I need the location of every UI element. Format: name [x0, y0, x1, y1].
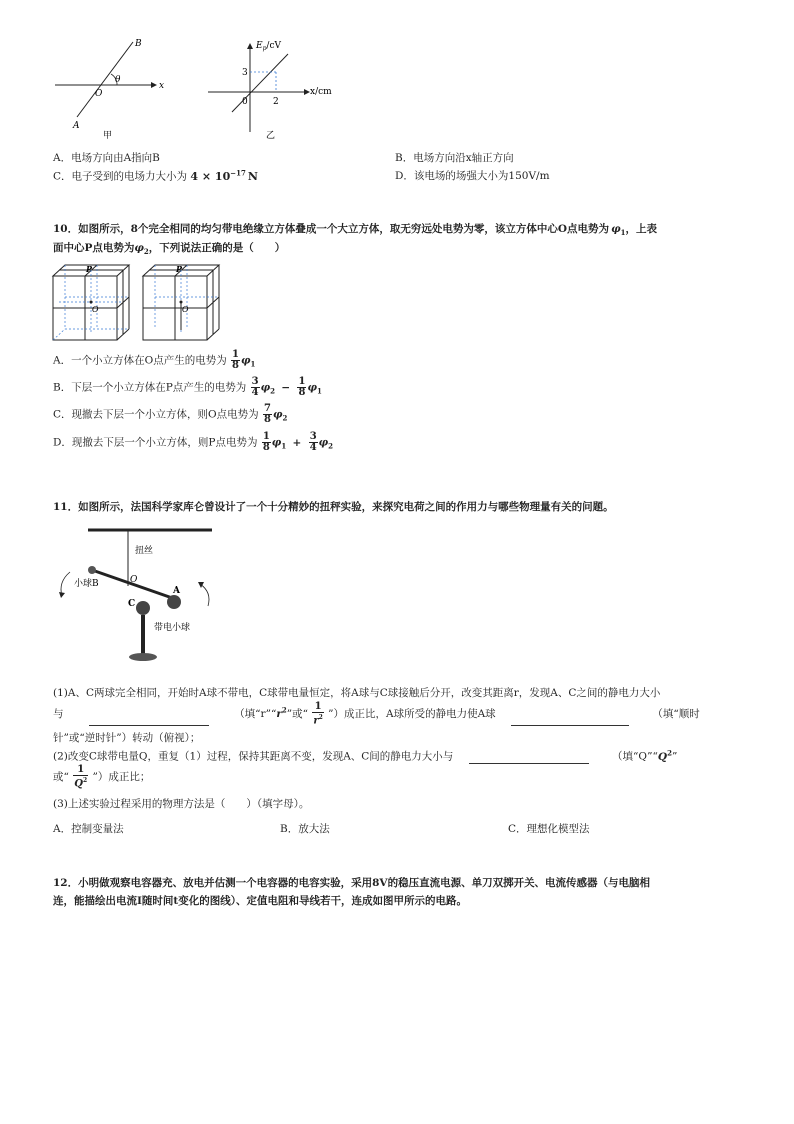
- cube-left-label-P: P: [86, 264, 93, 274]
- q11-option-c[interactable]: C．理想化模型法: [508, 823, 590, 835]
- cube-left: [53, 264, 129, 340]
- q11-torsion-figure: [40, 520, 230, 670]
- label-charged-ball: 带电小球: [154, 623, 191, 633]
- frac-1-Q2: $\frac{1}{Q^2}$: [74, 764, 88, 790]
- q9-option-c-value: $4 \times 10^{-17}$ N: [190, 168, 258, 183]
- q12-stem-line2: 连，能描绘出电流I随时间t变化的图线）、定值电阻和导线若干，连成如图甲所示的电路。: [53, 895, 468, 907]
- q9-option-b[interactable]: B．电场方向沿x轴正方向: [395, 152, 514, 164]
- q11-blank-1[interactable]: [89, 725, 209, 726]
- frac-1-r2: $\frac{1}{r^2}$: [313, 701, 323, 727]
- ball-A: [167, 595, 181, 609]
- q9-option-a[interactable]: A．电场方向由A指向B: [53, 152, 160, 164]
- frac-7-8: $\frac{7}{8}$: [264, 403, 271, 425]
- label-niusi: 扭丝: [135, 546, 154, 556]
- cube-right-label-O: O: [182, 305, 189, 314]
- q11-part2-line1: (2)改变C球带电量Q，重复（1）过程，保持其距离不变，发现A、C间的静电力大小与 （填“$Q”“Q^2$”: [53, 748, 678, 763]
- q11-part2-line2: 或“ $\frac{1}{Q^2}$ ”）成正比；: [53, 764, 151, 790]
- ball-B: [88, 566, 96, 574]
- q10-option-d[interactable]: D．现撤去下层一个小立方体，则P点电势为 $\frac{1}{8}$ $\varphi_1$ + $\frac{3}{4}$ $\varphi_2$: [53, 431, 334, 453]
- frac-3-4: $\frac{3}{4}$: [309, 431, 317, 453]
- q9-option-d[interactable]: D．该电场的场强大小为150V/m: [395, 170, 550, 182]
- tick-2: 2: [273, 97, 279, 107]
- q12-stem-line1: 12．小明做观察电容器充、放电并估测一个电容器的电容实验，采用8V的稳压直流电源、单刀双掷开关、电流传感器（与电脑相: [53, 877, 651, 889]
- axis-y-label: $E_p/cV$: [256, 41, 281, 52]
- rotate-arrow-left: [61, 572, 70, 596]
- label-x: x: [159, 81, 165, 91]
- q9-option-c-text: C．电子受到的电场力大小为: [53, 170, 188, 183]
- q11-part3: (3)上述实验过程采用的物理方法是（ ）（填字母）。: [53, 798, 310, 810]
- q10-option-c[interactable]: C．现撤去下层一个小立方体，则O点电势为 $\frac{7}{8}$ $\varphi_2$: [53, 403, 288, 425]
- q10-option-a[interactable]: A．一个小立方体在O点产生的电势为 $\frac{1}{8}$ $\varphi_1$: [53, 349, 256, 371]
- caption-yi: 乙: [266, 131, 276, 141]
- cube-left-label-O: O: [92, 305, 99, 314]
- frac-1-8: $\frac{1}{8}$: [262, 431, 270, 453]
- cube-right: [143, 264, 219, 340]
- data-line: [232, 54, 288, 112]
- label-A: A: [73, 121, 80, 131]
- q10-option-b[interactable]: B．下层一个小立方体在P点产生的电势为 $\frac{3}{4}$ $\varphi_2$ − $\frac{1}{8}$ $\varphi_1$: [53, 376, 322, 398]
- figure-jia: [45, 32, 175, 142]
- frac-3-4: $\frac{3}{4}$: [251, 376, 259, 398]
- q11-part1-line1: (1)A、C两球完全相同，开始时A球不带电，C球带电量恒定，将A球与C球接触后分开，改变其距离r，发现A、C之间的静电力大小: [53, 687, 661, 699]
- q9-option-c[interactable]: [53, 168, 258, 184]
- tick-3: 3: [242, 68, 248, 78]
- q11-option-a[interactable]: A．控制变量法: [53, 823, 124, 835]
- x-axis-arrow: [151, 82, 157, 88]
- q11-part1-line2: 与 （填“$r”“r^2$”或“ $\frac{1}{r^2}$ ”）成正比，A球所受的静电力使A球 （填“顺时: [53, 701, 700, 727]
- stand-base: [129, 653, 157, 661]
- q11-part1-line3: 针”或“逆时针”）转动（俯视）；: [53, 732, 201, 744]
- q10-stem-line1: 10．如图所示，8个完全相同的均匀带电绝缘立方体叠成一个大立方体，取无穷远处电势为零，该立方体中心O点电势为 $\varphi_1$，上表: [53, 223, 657, 238]
- q11-blank-3[interactable]: [469, 763, 589, 764]
- label-C: C: [128, 599, 136, 609]
- label-B: B: [135, 39, 142, 49]
- axis-x-label: x/cm: [310, 87, 332, 97]
- figure-yi: [200, 32, 340, 144]
- label-ball-B: 小球B: [74, 579, 99, 589]
- q10-stem-line2: 面中心P点电势为$\varphi_2$，下列说法正确的是（ ）: [53, 242, 286, 257]
- frac-1-8: $\frac{1}{8}$: [232, 349, 240, 371]
- label-O: O: [130, 575, 138, 585]
- q11-blank-2[interactable]: [511, 725, 629, 726]
- caption-jia: 甲: [103, 131, 113, 141]
- line-AB: [77, 42, 133, 117]
- label-A: A: [173, 586, 180, 596]
- q11-stem: 11．如图所示，法国科学家库仑曾设计了一个十分精妙的扭秤实验，来探究电荷之间的作用力与哪些物理量有关的问题。: [53, 501, 614, 513]
- label-theta: θ: [115, 75, 121, 85]
- q10-cube-figure: [50, 262, 230, 344]
- cube-right-label-P: P: [176, 264, 183, 274]
- ball-C: [136, 601, 150, 615]
- label-O: O: [95, 89, 103, 99]
- q11-option-b[interactable]: B．放大法: [280, 823, 330, 835]
- tick-0: 0: [242, 97, 248, 107]
- frac-1-8: $\frac{1}{8}$: [298, 376, 306, 398]
